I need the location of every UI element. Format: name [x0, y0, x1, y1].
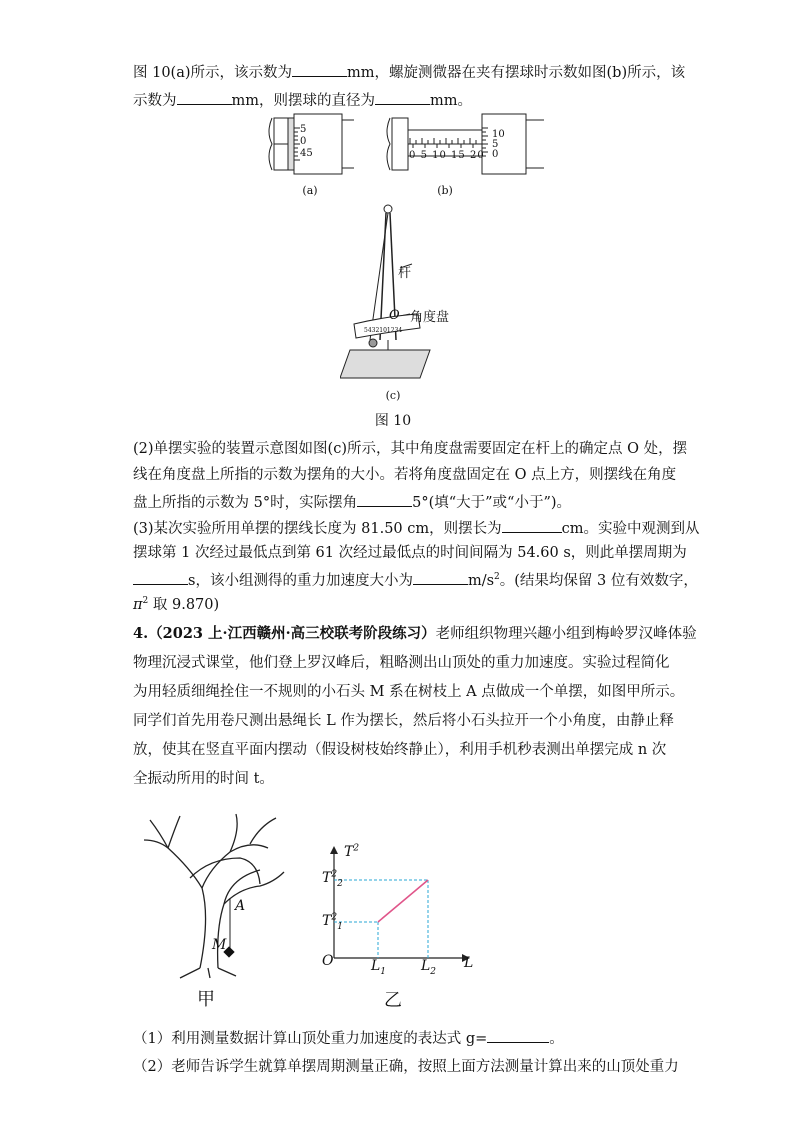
- rod-top-knob: [384, 205, 392, 213]
- tick-b-20: 20: [469, 150, 485, 161]
- part3-line-3: s，该小组测得的重力加速度大小为 $m/s^2$。(结果均保留 3 位有效数字，: [133, 569, 698, 591]
- answer-blank-gravity[interactable]: [413, 569, 468, 585]
- tick-b-5: 5: [420, 150, 428, 161]
- point-a-label: A: [235, 898, 246, 914]
- axis-l-label: L: [464, 955, 474, 971]
- l1-tick-label: $L_1$: [371, 958, 387, 977]
- answer-blank-b[interactable]: [177, 89, 232, 105]
- rod-label: 杆: [398, 266, 412, 281]
- part2-line-1: (2)单摆实验的装置示意图如图(c)所示，其中角度盘需要固定在杆上的确定点 O 处，摆: [133, 441, 688, 457]
- caption-a: (a): [302, 184, 318, 197]
- t2-tick-label: $T^2_2$: [322, 869, 343, 889]
- stone-m-label: M: [212, 937, 227, 953]
- tick-a-2: 0: [300, 136, 307, 147]
- q4-line-6: 全振动所用的时间 t。: [133, 771, 274, 787]
- point-o-label: O: [389, 308, 400, 323]
- caption-c: (c): [385, 389, 401, 402]
- q4-line-3: 为用轻质细绳拴住一不规则的小石头 M 系在树枝上 A 点做成一个单摆，如图甲所示。: [133, 684, 685, 700]
- micrometer-a-ticks: [300, 124, 313, 160]
- line-1: 图 10(a)所示，该示数为 mm，螺旋测微器在夹有摆球时示数如图(b)所示，该: [133, 61, 685, 83]
- tick-b-side-1: 10: [492, 129, 505, 140]
- tick-b-side-3: 0: [492, 149, 499, 160]
- l2-tick-label: $L_2$: [421, 958, 437, 977]
- figure-yi-caption: 乙: [384, 990, 402, 1011]
- part2-line-3: 盘上所指的示数为 5°时，实际摆角 5°(填“大于”或“小于”)。: [133, 491, 571, 513]
- tick-b-side-2: 5: [492, 139, 499, 150]
- answer-blank-a[interactable]: [292, 61, 347, 77]
- pendulum-figure-c: [340, 200, 480, 388]
- answer-blank-diameter[interactable]: [375, 89, 430, 105]
- base-plate: [340, 350, 430, 378]
- series-line: [378, 880, 428, 922]
- micrometer-b: [387, 114, 544, 174]
- tree-figure-jia: [140, 808, 290, 980]
- q4-part1: （1）利用测量数据计算山顶处重力加速度的表达式 g= 。: [133, 1027, 564, 1049]
- tick-a-3: 45: [300, 148, 313, 159]
- tick-b-15: 15: [451, 150, 466, 161]
- part3-line-1: (3)某次实验所用单摆的摆线长度为 81.50 cm，则摆长为 cm。实验中观测到从: [133, 517, 700, 539]
- q4-part2: （2）老师告诉学生就算单摆周期测量正确，按照上面方法测量计算出来的山顶处重力: [133, 1059, 679, 1075]
- answer-blank-angle[interactable]: [357, 491, 412, 507]
- micrometer-b-side-ticks: [492, 130, 505, 160]
- answer-blank-length[interactable]: [502, 517, 562, 533]
- dial-scale: 5432101234: [364, 327, 403, 334]
- q4-line-1: 4.（2023 上·江西赣州·高三校联考阶段练习）老师组织物理兴趣小组到梅岭罗汉峰体验: [133, 625, 697, 642]
- q4-line-2: 物理沉浸式课堂，他们登上罗汉峰后，粗略测出山顶处的重力加速度。实验过程简化: [133, 655, 670, 671]
- tick-a-1: 5: [300, 124, 307, 135]
- tick-b-10: 10: [432, 150, 447, 161]
- figure-jia-caption: 甲: [197, 989, 215, 1010]
- line-2: 示数为 mm，则摆球的直径为 mm。: [133, 89, 472, 111]
- q4-line-5: 放，使其在竖直平面内摆动（假设树枝始终静止），利用手机秒表测出单摆完成 n 次: [133, 742, 667, 758]
- figure-10-caption: 图 10: [374, 413, 412, 429]
- y-axis-arrow: [330, 846, 338, 854]
- part3-line-2: 摆球第 1 次经过最低点到第 61 次经过最低点的时间间隔为 54.60 s，则此单摆周期为: [133, 545, 687, 561]
- answer-blank-period[interactable]: [133, 569, 188, 585]
- part3-line-4: $\pi^2$ 取 9.870): [133, 596, 220, 613]
- answer-blank-g[interactable]: [487, 1027, 549, 1043]
- pendulum-bob: [369, 339, 377, 347]
- t1-tick-label: $T^2_1$: [322, 912, 343, 932]
- caption-b: (b): [437, 184, 453, 197]
- tick-b-0: 0: [409, 150, 417, 161]
- dial-label: 角度盘: [410, 310, 450, 325]
- axis-t2-label: $T^2$: [344, 843, 360, 860]
- t2-l-graph: [310, 840, 480, 980]
- origin-label: O: [322, 953, 334, 969]
- part2-line-2: 线在角度盘上所指的示数为摆角的大小。若将角度盘固定在 O 点上方，则摆线在角度: [133, 467, 677, 483]
- q4-line-4: 同学们首先用卷尺测出悬绳长 L 作为摆长，然后将小石头拉开一个小角度，由静止释: [133, 713, 674, 729]
- q4-source: 4.（2023 上·江西赣州·高三校联考阶段练习）: [133, 625, 436, 642]
- micrometer-b-main-ticks: [409, 150, 485, 161]
